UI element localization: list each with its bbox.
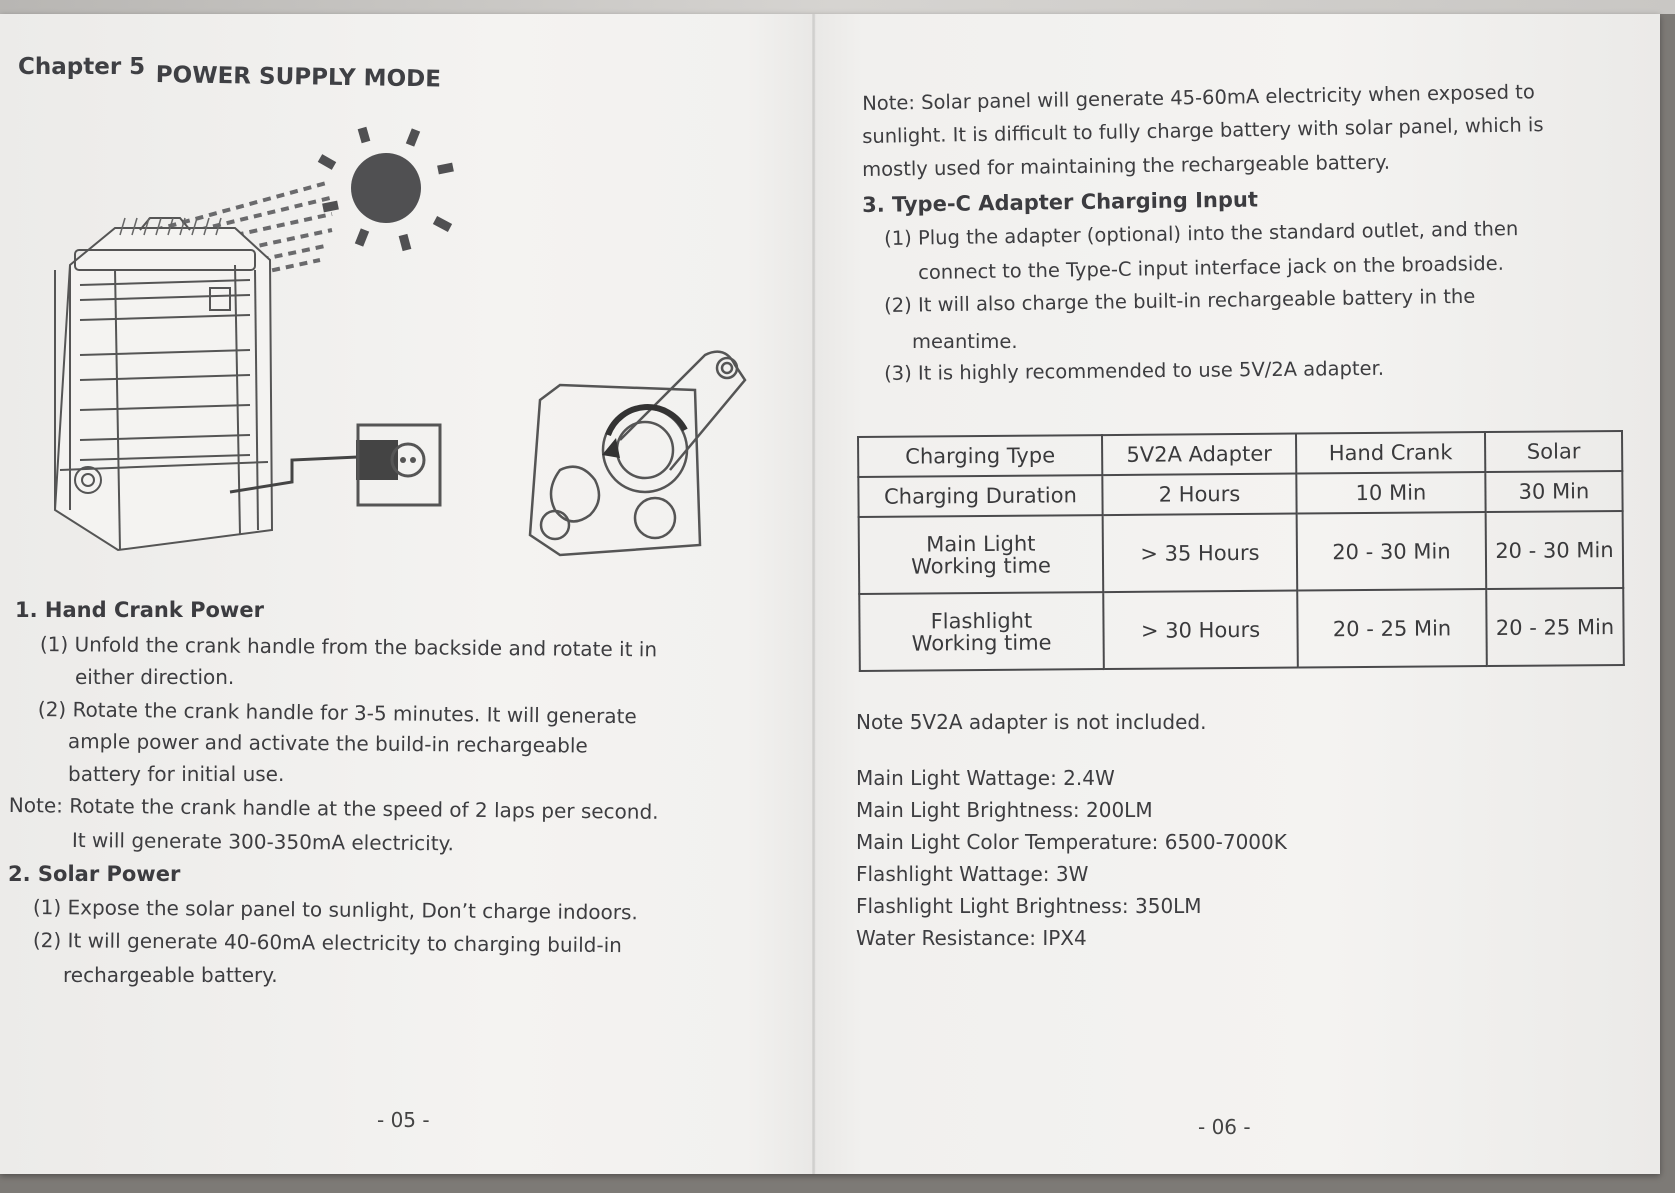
- solar-note-line1: Note: Solar panel will generate 45-60mA electricity when exposed to: [862, 80, 1535, 115]
- spec-item: Main Light Brightness: 200LM: [856, 798, 1153, 822]
- spec-item: Flashlight Light Brightness: 350LM: [856, 894, 1202, 918]
- spec-item: Main Light Color Temperature: 6500-7000K: [856, 830, 1287, 854]
- table-cell: Charging Duration: [858, 475, 1102, 517]
- typec-heading: 3. Type-C Adapter Charging Input: [862, 187, 1259, 217]
- typec-step2-line1: (2) It will also charge the built-in rechargeable battery in the: [884, 284, 1476, 317]
- adapter-note: Note 5V2A adapter is not included.: [856, 710, 1207, 734]
- hand-crank-note-line2: It will generate 300-350mA electricity.: [71, 828, 455, 856]
- chapter-label: Chapter 5: [18, 54, 146, 80]
- table-cell: > 30 Hours: [1103, 591, 1298, 669]
- spec-item: Flashlight Wattage: 3W: [856, 862, 1089, 886]
- hand-crank-heading: 1. Hand Crank Power: [15, 598, 264, 622]
- table-cell: 10 Min: [1296, 472, 1485, 514]
- solar-step2-line2: rechargeable battery.: [63, 963, 278, 987]
- spec-item: Water Resistance: IPX4: [856, 926, 1087, 950]
- hand-crank-step2-line3: battery for initial use.: [68, 762, 285, 786]
- chapter-title: POWER SUPPLY MODE: [155, 62, 442, 93]
- table-row: [859, 588, 1624, 671]
- table-cell: Main Light Working time: [859, 515, 1104, 594]
- spec-item: Main Light Wattage: 2.4W: [856, 766, 1115, 790]
- solar-step2-line1: (2) It will generate 40-60mA electricity to charging build-in: [32, 928, 622, 958]
- page-number-left: - 05 -: [377, 1108, 430, 1132]
- hand-crank-step1-line2: either direction.: [75, 665, 235, 689]
- solar-step1: (1) Expose the solar panel to sunlight, Don’t charge indoors.: [32, 895, 638, 925]
- table-row: [859, 511, 1624, 594]
- solar-note-line3: mostly used for maintaining the rechargeable battery.: [862, 150, 1391, 181]
- hand-crank-note-line1: Note: Rotate the crank handle at the speed of 2 laps per second.: [8, 793, 659, 824]
- hand-crank-step2-line2: ample power and activate the build-in rechargeable: [67, 729, 588, 758]
- table-cell: Flashlight Working time: [859, 592, 1104, 671]
- page-fold: [812, 14, 816, 1174]
- typec-step1-line1: (1) Plug the adapter (optional) into the standard outlet, and then: [884, 217, 1519, 250]
- background-edge: [0, 0, 1675, 14]
- table-cell: > 35 Hours: [1103, 514, 1298, 592]
- table-cell: 30 Min: [1485, 471, 1622, 512]
- spec-list: [856, 766, 1287, 958]
- typec-step2-line2: meantime.: [912, 330, 1018, 353]
- hand-crank-step2-line1: (2) Rotate the crank handle for 3-5 minutes. It will generate: [37, 697, 637, 729]
- table-cell: 2 Hours: [1102, 474, 1296, 516]
- lantern-solar-illustration: [40, 110, 500, 560]
- table-cell: 20 - 30 Min: [1486, 511, 1624, 589]
- table-cell: 20 - 25 Min: [1486, 588, 1624, 666]
- table-row: [858, 471, 1622, 517]
- page-number-right: - 06 -: [1198, 1115, 1251, 1139]
- typec-step3: (3) It is highly recommended to use 5V/2A adapter.: [884, 356, 1385, 385]
- hand-crank-illustration: [520, 340, 760, 570]
- table-cell: 20 - 30 Min: [1297, 512, 1487, 590]
- typec-step1-line2: connect to the Type-C input interface jack on the broadside.: [918, 251, 1505, 284]
- charging-table: [857, 430, 1625, 672]
- solar-heading: 2. Solar Power: [8, 862, 181, 886]
- table-header-cell: Hand Crank: [1296, 432, 1485, 474]
- hand-crank-step1-line1: (1) Unfold the crank handle from the backside and rotate it in: [39, 632, 658, 662]
- solar-note-line2: sunlight. It is difficult to fully charge battery with solar panel, which is: [862, 113, 1544, 148]
- table-cell: 20 - 25 Min: [1297, 589, 1487, 667]
- table-header-cell: 5V2A Adapter: [1102, 434, 1296, 476]
- table-header-row: [858, 431, 1622, 477]
- table-header-cell: Charging Type: [858, 435, 1102, 477]
- table-header-cell: Solar: [1485, 431, 1622, 472]
